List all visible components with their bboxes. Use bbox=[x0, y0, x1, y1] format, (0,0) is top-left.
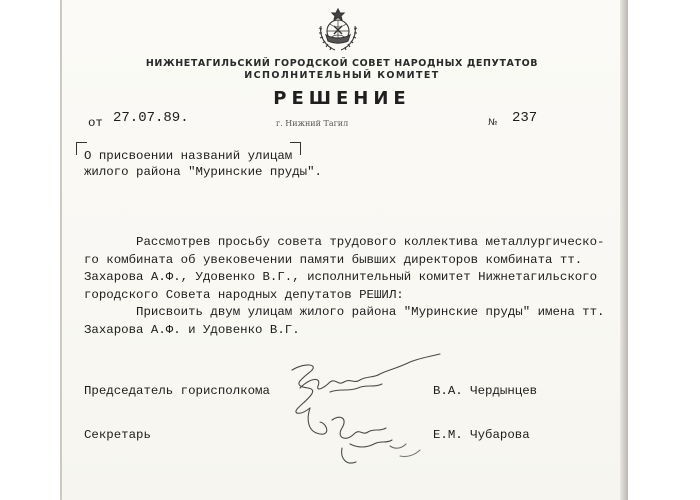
org-name-line-2: ИСПОЛНИТЕЛЬНЫЙ КОМИТЕТ bbox=[244, 70, 440, 81]
secretary-name: Е.М. Чубарова bbox=[433, 428, 530, 442]
number-sign: № bbox=[488, 118, 498, 128]
document-date: 27.07.89. bbox=[113, 110, 189, 126]
document-number: 237 bbox=[512, 110, 538, 126]
subject-line: жилого района "Муринские пруды". bbox=[84, 165, 322, 179]
chair-role: Председатель горисполкома bbox=[84, 384, 270, 398]
date-prefix: от bbox=[88, 116, 103, 130]
document-title: РЕШЕНИЕ bbox=[273, 88, 411, 109]
handwritten-signatures bbox=[270, 348, 460, 478]
state-emblem-icon bbox=[313, 6, 363, 54]
body-line: Захарова А.Ф., Удовенко В.Г., исполнительный комитет Нижнетагильского bbox=[84, 270, 598, 284]
body-line: го комбината об увековечении памяти бывших директоров комбината тт. bbox=[84, 252, 583, 267]
chair-name: В.А. Чердынцев bbox=[433, 384, 538, 398]
secretary-role: Секретарь bbox=[84, 428, 151, 442]
body-line: Рассмотрев просьбу совета трудового коллектива металлургическо- bbox=[84, 235, 605, 249]
document-city: г. Нижний Тагил bbox=[276, 119, 349, 128]
document-subject bbox=[84, 148, 322, 180]
body-line: городского Совета народных депутатов РЕШИЛ: bbox=[84, 287, 404, 302]
org-name-line-1: НИЖНЕТАГИЛЬСКИЙ ГОРОДСКОЙ СОВЕТ НАРОДНЫХ ДЕПУТАТОВ bbox=[145, 58, 539, 69]
body-line: Присвоить двум улицам жилого района "Муринские пруды" имена тт. bbox=[84, 305, 605, 319]
body-line: Захарова А.Ф. и Удовенко В.Г. bbox=[84, 322, 300, 337]
subject-line: О присвоении названий улицам bbox=[84, 149, 293, 163]
document-body bbox=[84, 234, 605, 339]
